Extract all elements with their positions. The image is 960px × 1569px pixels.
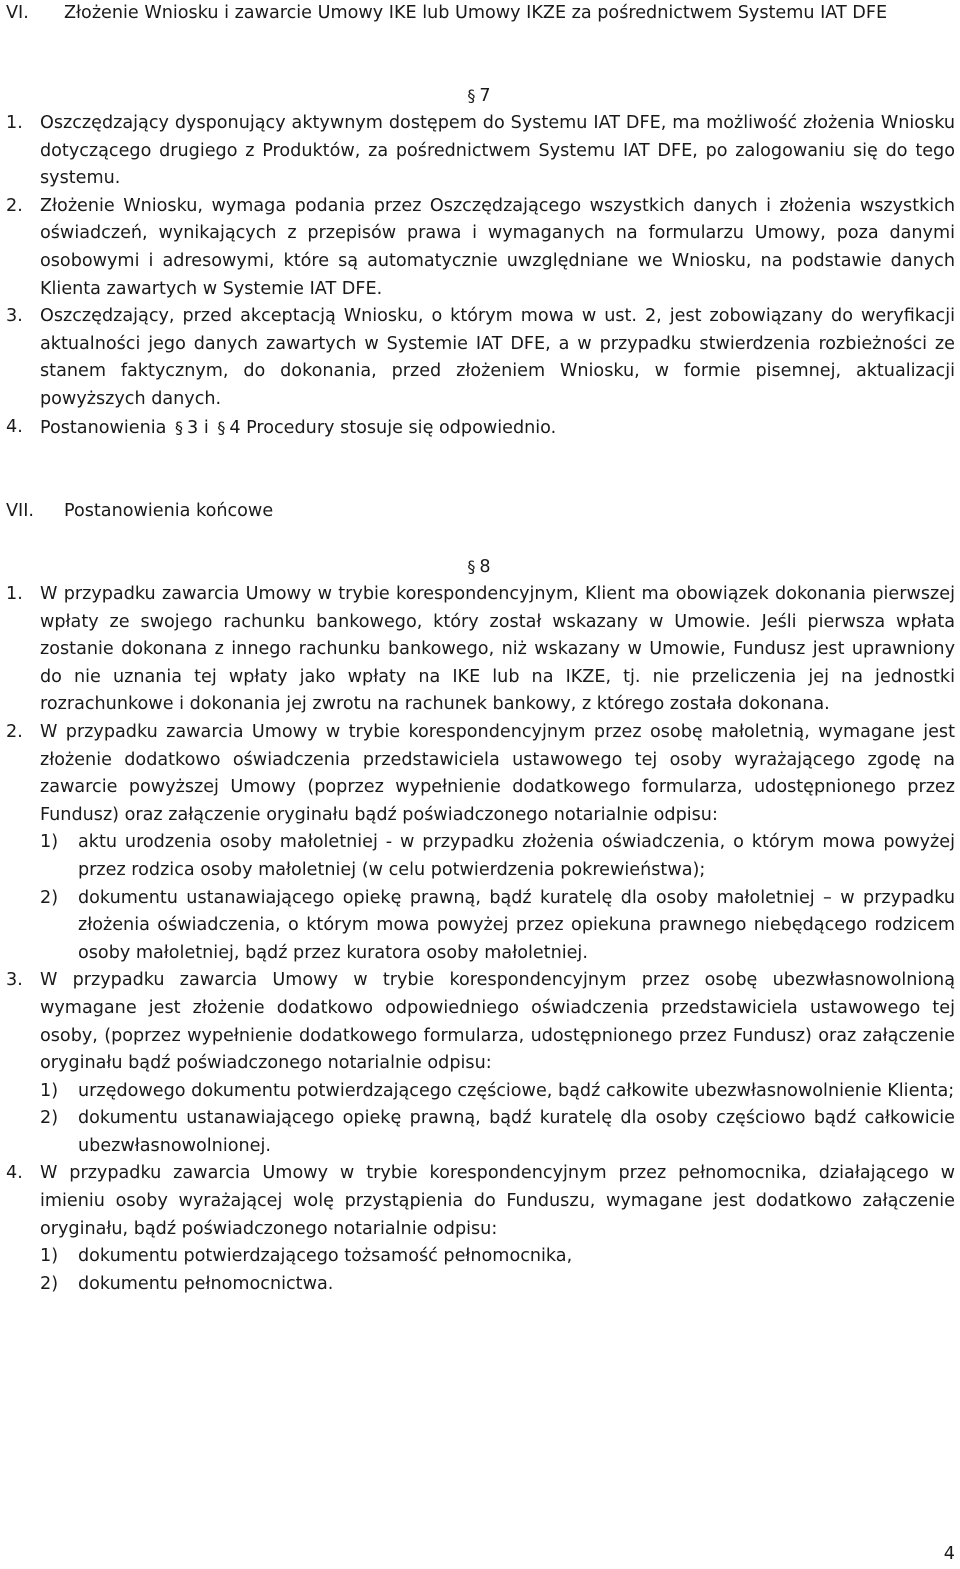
item-text: Oszczędzający dysponujący aktywnym dostępem do Systemu IAT DFE, ma możliwość złożenia Wniosku dotyczącego drugiego z Produktów, za pośrednictwem Systemu IAT DFE, po zalogowaniu się do tego systemu. [40,113,955,189]
sub-item-text: aktu urodzenia osoby małoletniej - w przypadku złożenia oświadczenia, o którym mowa powyżej przez rodzica osoby małoletniej (w celu potwierdzenia pokrewieństwa); [78,832,955,880]
sub-item [40,1271,955,1299]
list-item [6,1160,955,1298]
sub-item-text: dokumentu pełnomocnictwa. [78,1273,334,1294]
sub-item-text: urzędowego dokumentu potwierdzającego częściowe, bądź całkowite ubezwłasnowolnienie Klienta; [78,1080,955,1101]
sub-item-number: 2) [40,1108,59,1129]
sub-item [40,1078,955,1106]
section-number: VI. [6,3,29,23]
item-text: 3 i [187,417,209,438]
item-number: 3. [6,970,23,991]
section-sign-icon: § [217,417,226,437]
paragraph-mark-8 [0,553,955,582]
item-text: Oszczędzający, przed akceptacją Wniosku, o którym mowa w ust. 2, jest zobowiązany do weryfikacji aktualności jego danych zawartych w Systemie IAT DFE, a w przypadku stwierdzenia rozbieżności ze stanem faktycznym, do dokonania, przed złożeniem Wniosku, w formie pisemnej, aktualizacji powyższych danych. [40,306,955,409]
list-item [6,967,955,1160]
sub-item-text: dokumentu potwierdzającego tożsamość pełnomocnika, [78,1246,573,1267]
item-text: Postanowienia [40,417,167,438]
sub-item [40,829,955,884]
item-number: 2. [6,195,23,216]
list-item [6,110,955,193]
item-number: 1. [6,113,23,133]
list-item [6,303,955,413]
section-heading-vii [6,498,952,526]
item-text: 4 Procedury stosuje się odpowiednio. [229,417,557,438]
sub-item [40,1105,955,1160]
sub-item [40,885,955,968]
sub-item-number: 1) [40,1246,59,1267]
sub-item-text: dokumentu ustanawiającego opiekę prawną, bądź kuratelę dla osoby częściowo bądź całkowicie ubezwłasnowolnionej. [78,1108,955,1156]
sub-item-text: dokumentu ustanawiającego opiekę prawną, bądź kuratelę dla osoby małoletniej – w przypadku złożenia oświadczenia, o którym mowa powyżej przez opiekuna prawnego niebędącego rodzicem osoby małoletniej, bądź przez kuratora osoby małoletniej. [78,887,955,963]
item-number: 3. [6,306,23,327]
sub-item-number: 2) [40,1273,59,1294]
item-text: W przypadku zawarcia Umowy w trybie korespondencyjnym przez pełnomocnika, działającego w imieniu osoby wyrażającej wolę przystąpienia do Funduszu, wymagane jest dodatkowo załączenie oryginału, bądź poświadczonego notarialnie odpisu: [40,1163,955,1239]
sub-item-number: 1) [40,1080,59,1101]
sub-item-number: 1) [40,832,59,853]
item-text: W przypadku zawarcia Umowy w trybie korespondencyjnym przez osobę ubezwłasnowolnioną wymagane jest złożenie dodatkowo odpowiedniego oświadczenia przedstawiciela ustawowego tej osoby, (poprzez wypełnienie dodatkowego formularza, udostępnionego przez Fundusz) oraz załączenie oryginału bądź poświadczonego notarialnie odpisu: [40,970,955,1074]
section-sign-icon: § [467,557,476,576]
list-item [6,719,955,967]
paragraph-number: 7 [479,86,491,106]
section-sign-icon: § [175,417,184,437]
item-text: W przypadku zawarcia Umowy w trybie korespondencyjnym przez osobę małoletnią, wymagane jest złożenie dodatkowo oświadczenia przedstawiciela ustawowego tej osoby wyrażającego zgodę na zawarcie powyższej Umowy (poprzez wypełnienie dodatkowego formularza, udostępnionego przez Fundusz) oraz załączenie oryginału bądź poświadczonego notarialnie odpisu: [40,721,955,825]
item-number: 4. [6,1163,23,1184]
item-number: 4. [6,416,23,437]
list-item [6,581,955,719]
section-title: Złożenie Wniosku i zawarcie Umowy IKE lub Umowy IKZE za pośrednictwem Systemu IAT DFE [64,3,888,23]
section-number: VII. [6,501,35,521]
section-heading-vi [6,0,952,28]
paragraph-number: 8 [479,557,491,577]
section-vii-list [6,581,955,1298]
item-number: 2. [6,721,23,742]
item-text: Złożenie Wniosku, wymaga podania przez Oszczędzającego wszystkich danych i złożenia wszystkich oświadczeń, wynikających z przepisów prawa i wymaganych na formularzu Umowy, poza danymi osobowymi i adresowymi, które są automatycznie uwzględniane we Wniosku, na podstawie danych Klienta zawartych w Systemie IAT DFE. [40,195,955,299]
paragraph-mark-7 [0,82,955,111]
section-title: Postanowienia końcowe [64,501,274,521]
item-text: W przypadku zawarcia Umowy w trybie korespondencyjnym, Klient ma obowiązek dokonania pierwszej wpłaty ze swojego rachunku bankowego, który został wskazany w Umowie. Jeśli pierwsza wpłata zostanie dokonana z innego rachunku bankowego, niż wskazany w Umowie, Fundusz jest uprawniony do nie uznania tej wpłaty jako wpłaty na IKE lub na IKZE, tj. nie przeliczenia jej na jednostki rozrachunkowe i dokonania jej zwrotu na rachunek bankowy, z którego została dokonana. [40,584,955,715]
page-number: 4 [943,1544,955,1564]
section-sign-icon: § [467,86,476,105]
sub-item-number: 2) [40,887,59,908]
list-item [6,414,955,443]
section-vi-list [6,110,955,442]
sub-item [40,1243,955,1271]
list-item [6,193,955,303]
item-number: 1. [6,584,23,604]
